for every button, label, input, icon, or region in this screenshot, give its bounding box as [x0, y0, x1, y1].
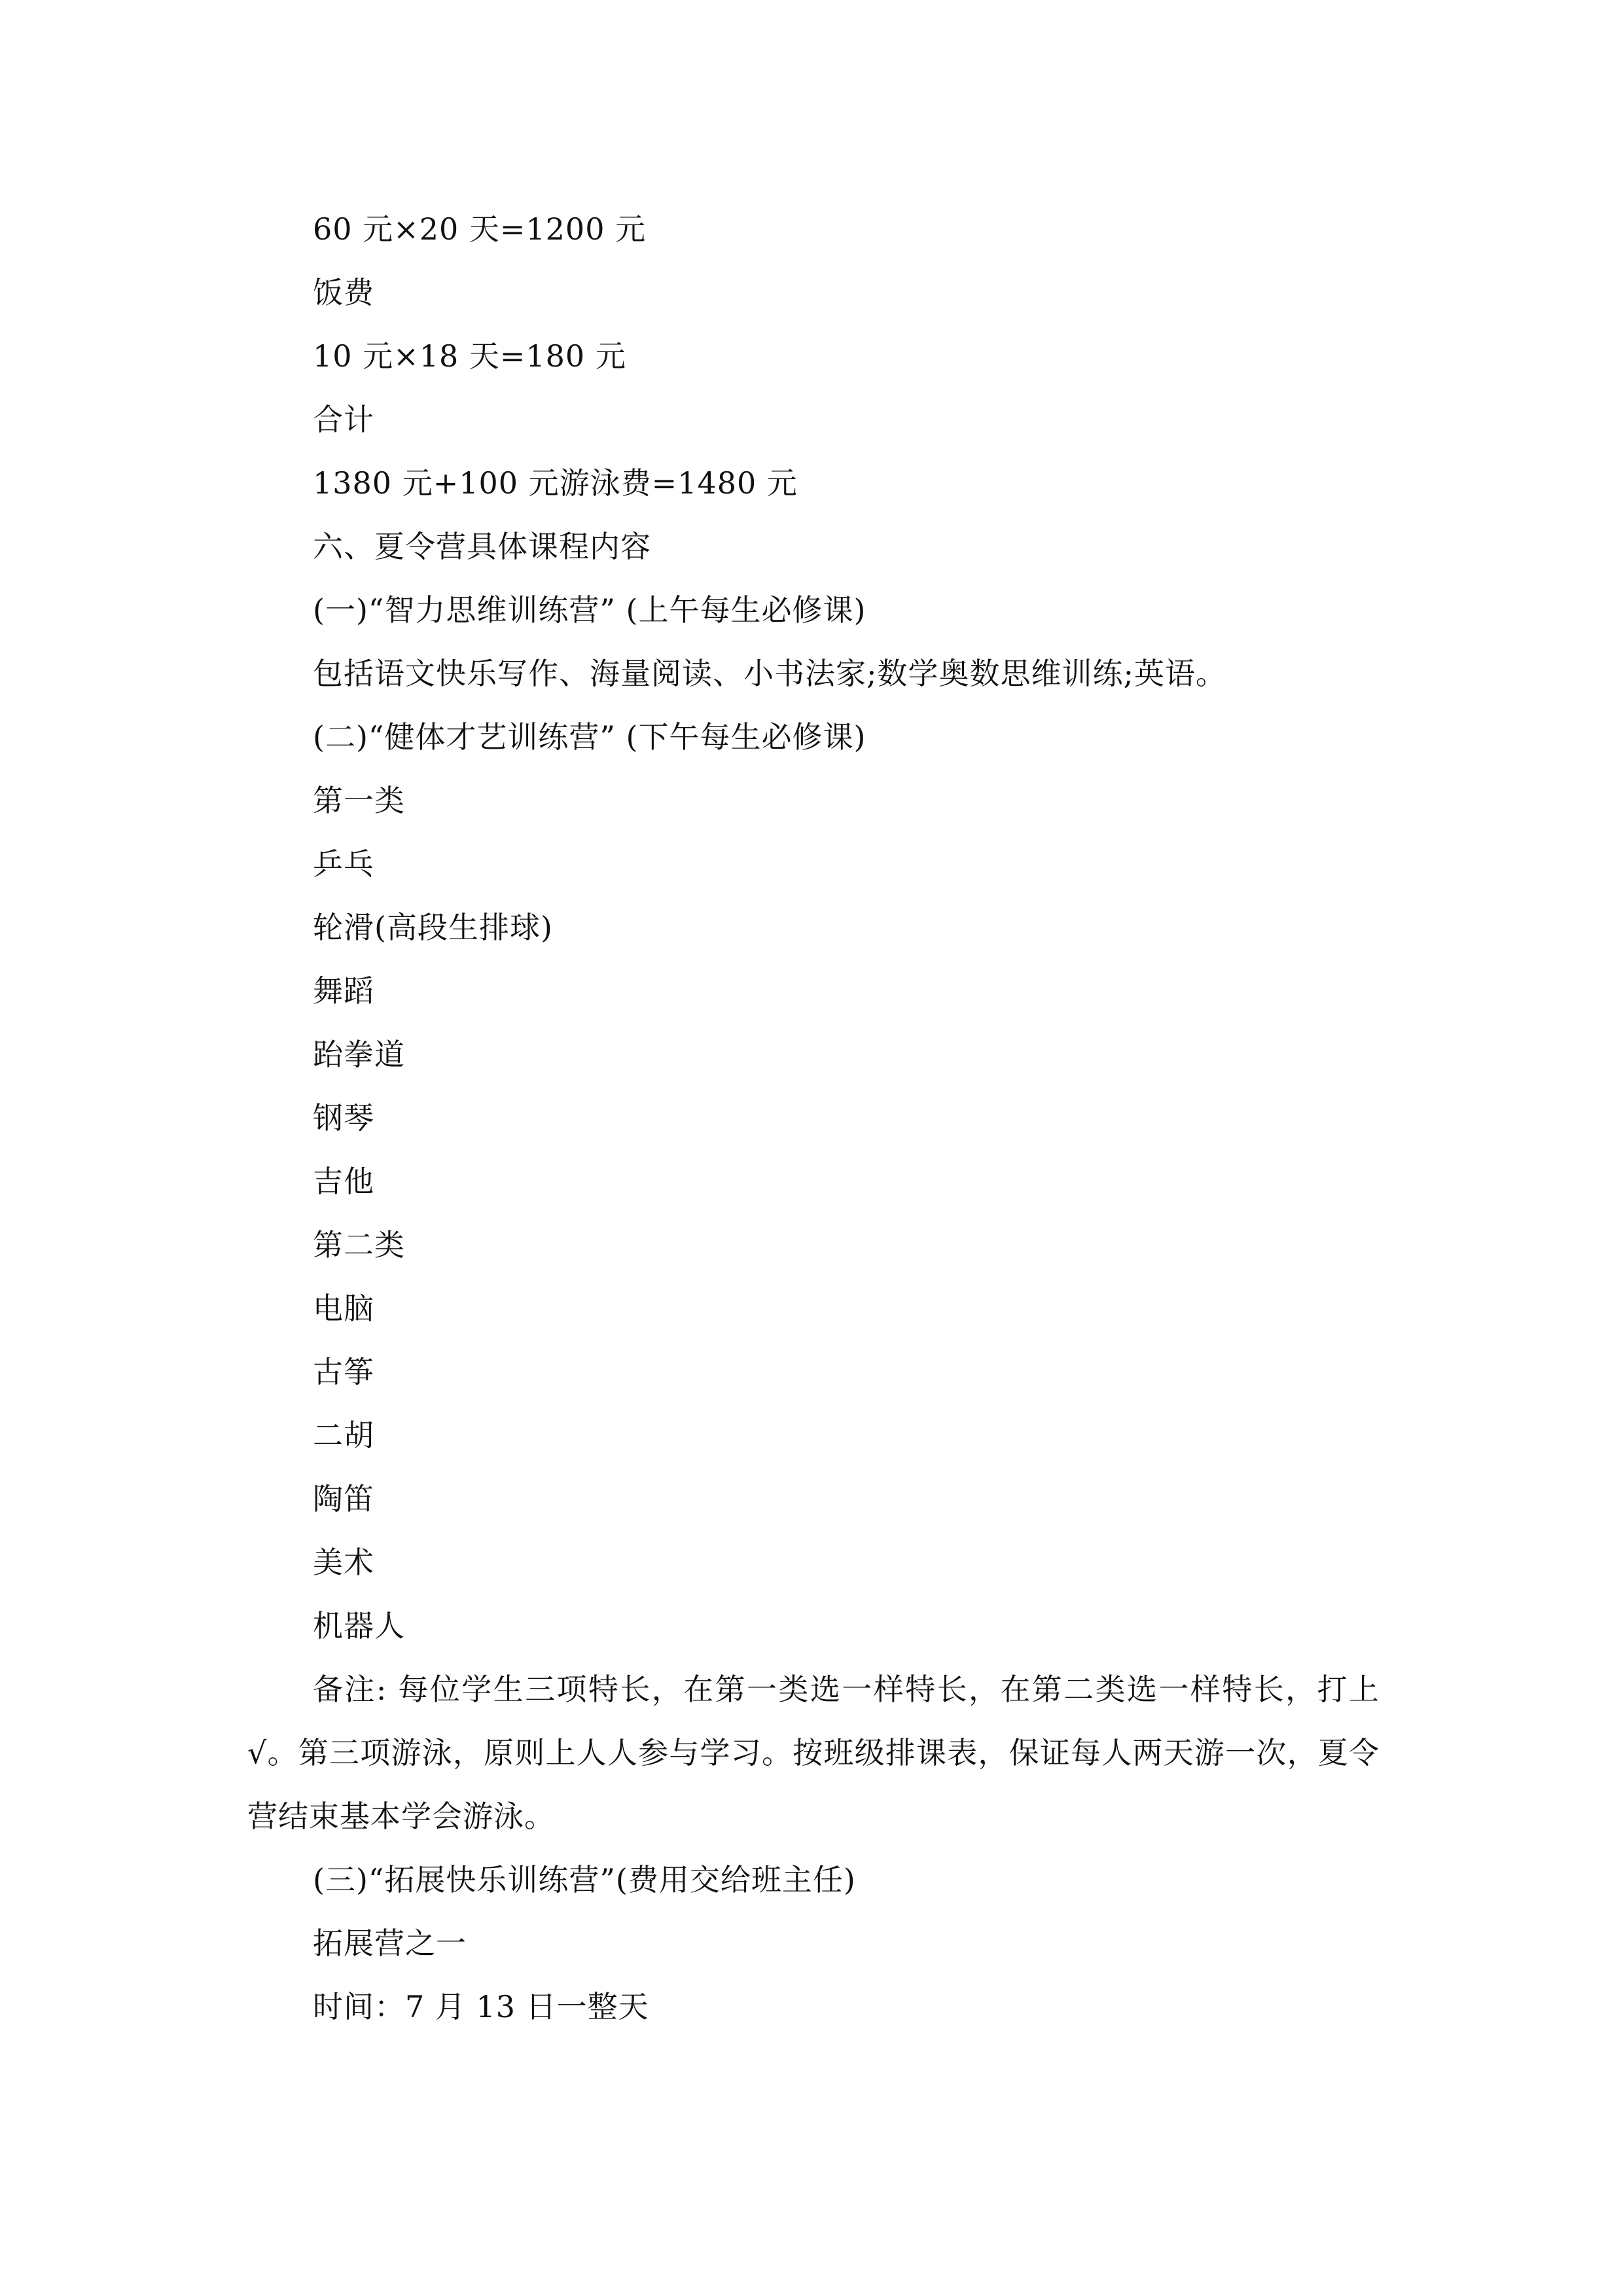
- list-item: 跆拳道: [313, 1037, 405, 1072]
- text-line: 饭费: [313, 275, 374, 310]
- list-item: 轮滑(高段生排球): [313, 910, 553, 945]
- text-line: 合计: [313, 402, 374, 437]
- list-item: 二胡: [313, 1418, 374, 1453]
- section-heading: 六、夏令营具体课程内容: [313, 529, 651, 564]
- list-item: 乒乓: [313, 846, 374, 882]
- list-item: 古筝: [313, 1354, 374, 1390]
- list-item: 机器人: [313, 1608, 405, 1643]
- text-line: 10 元×18 天=180 元: [313, 338, 626, 374]
- list-item: 钢琴: [313, 1100, 374, 1136]
- list-item: 美术: [313, 1545, 374, 1580]
- note-paragraph: 备注: 每位学生三项特长，在第一类选一样特长，在第二类选一样特长，打上√。第三项游泳，原则上人人参与学习。按班级排课表，保证每人两天游一次，夏令营结束基本学会游泳。: [247, 1672, 1380, 1834]
- subsection-heading: (一)“智力思维训练营” (上午每生必修课): [313, 592, 866, 628]
- text-line: 包括语文快乐写作、海量阅读、小书法家;数学奥数思维训练;英语。: [313, 656, 1226, 691]
- text-line: 时间：7 月 13 日一整天: [313, 1989, 649, 2024]
- text-line: 拓展营之一: [313, 1926, 467, 1961]
- subsection-heading: (二)“健体才艺训练营” (下午每生必修课): [313, 719, 866, 755]
- text-line: 1380 元+100 元游泳费=1480 元: [313, 465, 798, 501]
- list-item: 电脑: [313, 1291, 374, 1326]
- subsection-heading: (三)“拓展快乐训练营”(费用交给班主任): [313, 1862, 856, 1897]
- category-label: 第一类: [313, 783, 405, 818]
- list-item: 陶笛: [313, 1481, 374, 1516]
- text-line: 60 元×20 天=1200 元: [313, 211, 647, 247]
- list-item: 吉他: [313, 1164, 374, 1199]
- category-label: 第二类: [313, 1227, 405, 1263]
- list-item: 舞蹈: [313, 973, 374, 1009]
